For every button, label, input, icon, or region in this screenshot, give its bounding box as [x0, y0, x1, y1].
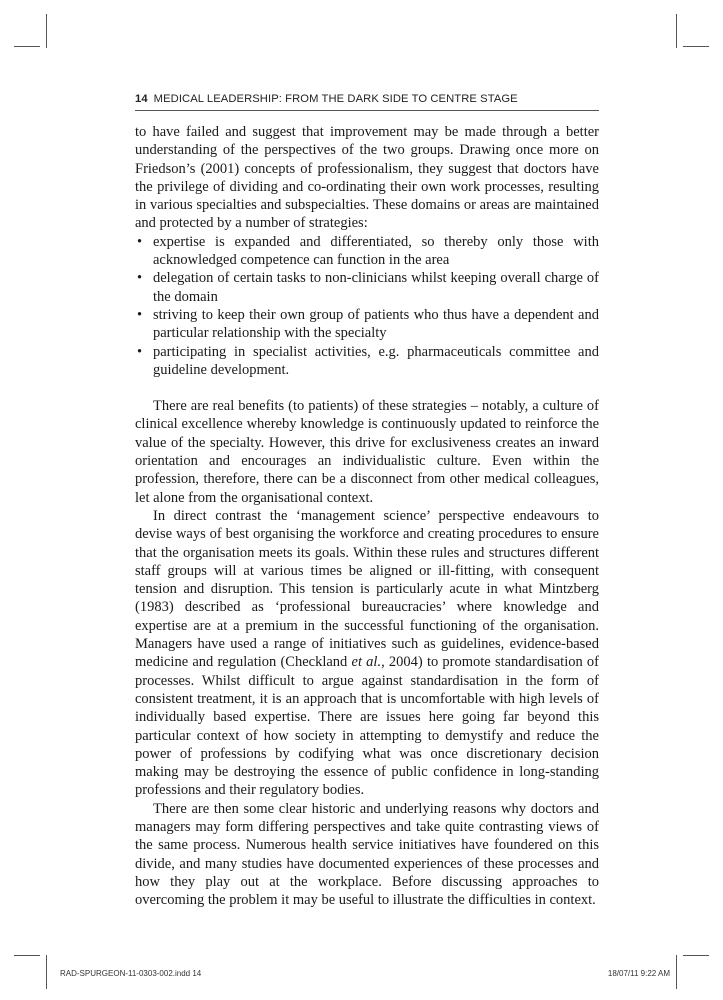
- running-title: MEDICAL LEADERSHIP: FROM THE DARK SIDE TO CENTRE STAGE: [153, 93, 518, 105]
- list-item-text: striving to keep their own group of patients who thus have a dependent and particular relationship with the specialty: [153, 306, 599, 342]
- citation-italic: et al.: [351, 654, 382, 671]
- list-item-text: delegation of certain tasks to non-clinicians whilst keeping overall charge of the domain: [153, 270, 599, 305]
- bullet-icon: •: [137, 233, 143, 250]
- paragraph-3: [135, 507, 599, 800]
- bullet-icon: •: [137, 270, 143, 287]
- paragraph-2: There are real benefits (to patients) of these strategies – notably, a culture of clinical excellence whereby knowledge is continuously updated to reinforce the value of the specialty. However, this drive for exclusiveness creates an inward orientation and encourages an individualistic culture. Even within the profession, therefore, there can be a disconnect from other medical colleagues, let alone from the organisational context.: [135, 398, 599, 506]
- crop-mark-bottom-right-horizontal: [683, 955, 709, 956]
- page-number: 14: [135, 93, 148, 105]
- list-item-text: participating in specialist activities, e.g. pharmaceuticals committee and guideline development.: [153, 343, 599, 378]
- bullet-icon: •: [137, 306, 143, 323]
- paragraph-1: to have failed and suggest that improvement may be made through a better understanding of the perspectives of the two groups. Drawing once more on Friedson’s (2001) concepts of professionalism, they suggest that doctors have the privilege of dividing and co-ordinating their own work processes, resulting in various specialties and subspecialties. These domains or areas are maintained and protected by a number of strategies:: [135, 124, 599, 232]
- strategy-list: [135, 233, 599, 379]
- crop-mark-bottom-left-horizontal: [14, 955, 40, 956]
- list-item: [135, 343, 599, 380]
- crop-mark-top-left-vertical: [46, 14, 47, 48]
- file-slug: RAD-SPURGEON-11-0303-002.indd 14: [60, 969, 202, 978]
- crop-mark-top-right-vertical: [676, 14, 677, 48]
- paragraph-3-part-2: , 2004) to promote standardisation of processes. Whilst difficult to argue against standardisation in the form of consistent treatment, it is an approach that is uncomfortable with high levels of individually based expertise. There are issues here going far beyond this particular context of how society in attempting to demystify and reduce the power of professions by codifying what was once discretionary decision making may be destroying the essence of public confidence in long-standing professions and their regulatory bodies.: [135, 654, 600, 799]
- body-text: [135, 123, 599, 909]
- paragraph-4: There are then some clear historic and underlying reasons why doctors and managers may form differing perspectives and take quite contrasting views of the same process. Numerous health service initiatives have foundered on this divide, and many studies have documented experiences of these processes and how they play out at the workplace. Before discussing approaches to overcoming the problem it may be useful to illustrate the difficulties in context.: [135, 800, 599, 909]
- paragraph-3-part-1: In direct contrast the ‘management science’ perspective endeavours to devise ways of best organising the workforce and creating procedures to ensure that the organisation meets its goals. Within these rules and structures different staff groups will at various times be aligned or ill-fitting, with consequent tension and disruption. This tension is particularly acute in what Mintzberg (1983) described as ‘professional bureaucracies’ where knowledge and expertise are at a premium in the successful functioning of the organisation. Managers have used a range of initiatives such as guidelines, evidence-based medicine and regulation (Checkland: [135, 507, 599, 671]
- list-item: [135, 306, 599, 343]
- bullet-icon: •: [137, 343, 143, 360]
- crop-mark-bottom-right-vertical: [676, 955, 677, 989]
- crop-mark-top-right-horizontal: [683, 46, 709, 47]
- list-item: [135, 233, 599, 270]
- list-item: [135, 269, 599, 306]
- crop-mark-top-left-horizontal: [14, 46, 40, 47]
- print-timestamp: 18/07/11 9:22 AM: [607, 969, 670, 978]
- list-item-text: expertise is expanded and differentiated, so thereby only those with acknowledged competence can function in the area: [153, 233, 599, 269]
- crop-mark-bottom-left-vertical: [46, 955, 47, 989]
- running-head: [135, 93, 599, 111]
